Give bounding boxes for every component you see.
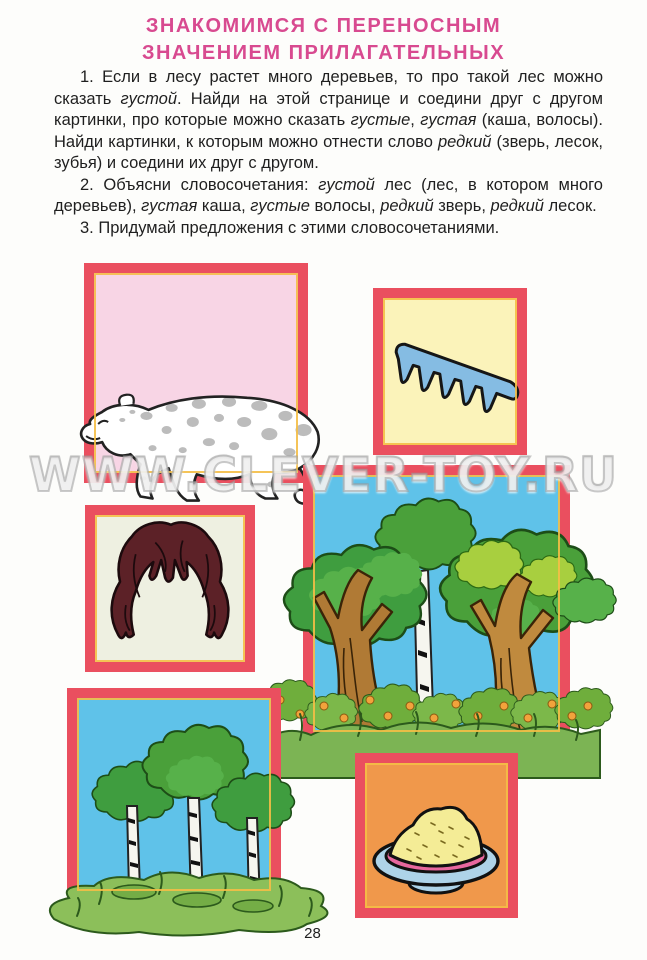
comb-illustration xyxy=(383,298,517,445)
card-thick-hair xyxy=(85,505,255,672)
page-title-line2: ЗНАЧЕНИЕМ ПРИЛАГАТЕЛЬНЫХ xyxy=(141,42,506,64)
card-sparse-forest xyxy=(67,688,281,901)
task-paragraph: 2. Объясни словосочетания: густой лес (лес, в котором много деревьев), густая каша, густые волосы, редкий зверь, редкий лесок. xyxy=(54,175,603,215)
card-rare-animal xyxy=(84,263,308,483)
page-title-line1: ЗНАКОМИМСЯ С ПЕРЕНОСНЫМ xyxy=(145,15,502,37)
card-thick-porridge xyxy=(355,753,518,918)
porridge-plate-illustration xyxy=(365,763,508,908)
task-paragraph: 3. Придумай предложения с этими словосочетаниями. xyxy=(80,218,500,237)
task-paragraph: 1. Если в лесу растет много деревьев, то про такой лес можно сказать густой. Найди на этой странице и соедини друг с другом картинки, про которые можно сказать густые, густая (каша, волосы). Найди картинки, к которым можно отнести слово редкий (зверь, лесок, зубья) и соедини их друг с другом. xyxy=(54,68,603,172)
card-dense-forest xyxy=(303,465,570,742)
card-sparse-comb xyxy=(373,288,527,455)
page-title xyxy=(0,0,647,67)
hair-illustration xyxy=(95,515,245,662)
task-list xyxy=(54,67,603,239)
page-number: 28 xyxy=(304,925,321,942)
watermark: WWW.CLEVER-TOY.RU xyxy=(28,448,619,503)
birch-grove-illustration xyxy=(39,694,341,946)
